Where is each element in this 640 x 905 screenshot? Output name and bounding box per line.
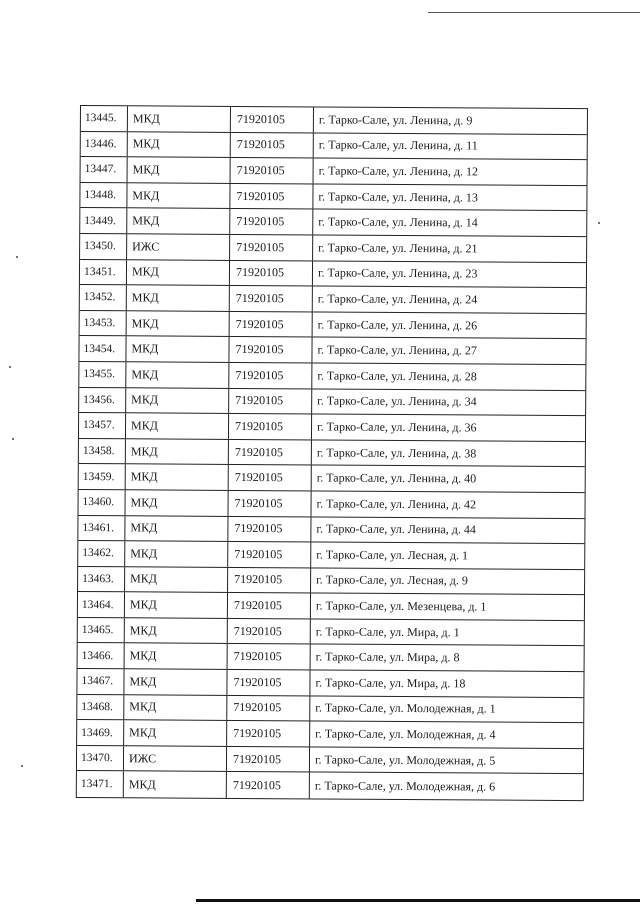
building-type: МКД bbox=[124, 772, 227, 798]
oktmo-code: 71920105 bbox=[227, 747, 310, 772]
building-type: МКД bbox=[126, 465, 229, 490]
oktmo-code: 71920105 bbox=[229, 414, 312, 439]
row-number: 13445. bbox=[81, 106, 128, 131]
row-number: 13450. bbox=[80, 234, 127, 259]
address: г. Тарко-Сале, ул. Ленина, д. 36 bbox=[316, 419, 477, 435]
row-number: 13448. bbox=[80, 183, 127, 208]
building-type: МКД bbox=[125, 567, 228, 592]
row-number: 13464. bbox=[78, 592, 125, 617]
address: г. Тарко-Сале, ул. Молодежная, д. 1 bbox=[315, 700, 496, 717]
building-type: МКД bbox=[125, 644, 228, 669]
oktmo-code: 71920105 bbox=[231, 133, 314, 158]
table-row bbox=[80, 208, 586, 237]
row-number: 13465. bbox=[78, 618, 125, 643]
oktmo-code: 71920105 bbox=[229, 363, 312, 388]
address: г. Тарко-Сале, ул. Ленина, д. 23 bbox=[317, 265, 478, 281]
address: г. Тарко-Сале, ул. Лесная, д. 9 bbox=[316, 572, 468, 588]
address: г. Тарко-Сале, ул. Молодежная, д. 4 bbox=[315, 726, 496, 742]
table-row bbox=[78, 643, 584, 672]
oktmo-code: 71920105 bbox=[227, 670, 310, 695]
oktmo-code: 71920105 bbox=[228, 644, 311, 669]
table-row bbox=[77, 695, 583, 724]
address: г. Тарко-Сале, ул. Лесная, д. 1 bbox=[316, 547, 469, 563]
oktmo-code: 71920105 bbox=[230, 312, 313, 337]
row-number: 13449. bbox=[80, 208, 127, 233]
table-row bbox=[80, 285, 586, 314]
table-row bbox=[78, 618, 584, 647]
address: г. Тарко-Сале, ул. Ленина, д. 13 bbox=[318, 189, 478, 205]
table-row bbox=[79, 413, 585, 442]
oktmo-code: 71920105 bbox=[229, 440, 312, 465]
building-type: МКД bbox=[127, 209, 230, 234]
oktmo-code: 71920105 bbox=[230, 209, 313, 234]
row-number: 13459. bbox=[79, 464, 126, 489]
address: г. Тарко-Сале, ул. Ленина, д. 27 bbox=[317, 342, 477, 358]
building-type: МКД bbox=[125, 541, 228, 566]
address: г. Тарко-Сале, ул. Ленина, д. 9 bbox=[318, 112, 473, 128]
oktmo-code: 71920105 bbox=[228, 593, 311, 618]
address: г. Тарко-Сале, ул. Ленина, д. 12 bbox=[318, 163, 479, 179]
oktmo-code: 71920105 bbox=[229, 337, 312, 362]
oktmo-code: 71920105 bbox=[229, 388, 312, 413]
oktmo-code: 71920105 bbox=[228, 491, 311, 516]
building-type: ИЖС bbox=[124, 746, 227, 771]
building-type: МКД bbox=[126, 388, 229, 413]
table-row bbox=[79, 362, 585, 391]
address: г. Тарко-Сале, ул. Ленина, д. 24 bbox=[317, 291, 478, 307]
row-number: 13456. bbox=[79, 388, 126, 413]
table-row bbox=[77, 746, 583, 775]
table-row bbox=[78, 541, 584, 570]
building-type: МКД bbox=[125, 490, 228, 515]
address: г. Тарко-Сале, ул. Мира, д. 1 bbox=[315, 624, 460, 640]
scan-speck bbox=[9, 366, 11, 368]
row-number: 13469. bbox=[77, 720, 124, 745]
address: г. Тарко-Сале, ул. Мезенцева, д. 1 bbox=[315, 598, 487, 614]
table-row bbox=[79, 439, 585, 468]
building-type: МКД bbox=[127, 183, 230, 208]
scan-speck bbox=[21, 765, 23, 767]
row-number: 13462. bbox=[78, 541, 125, 566]
table-row bbox=[78, 567, 584, 596]
address: г. Тарко-Сале, ул. Молодежная, д. 6 bbox=[314, 778, 496, 794]
building-type: МКД bbox=[127, 285, 230, 310]
scan-speck bbox=[598, 222, 600, 224]
row-number: 13466. bbox=[78, 643, 125, 668]
address: г. Тарко-Сале, ул. Молодежная, д. 5 bbox=[314, 752, 496, 768]
row-number: 13468. bbox=[77, 695, 124, 720]
address: г. Тарко-Сале, ул. Ленина, д. 21 bbox=[318, 240, 478, 256]
table-row bbox=[80, 183, 586, 212]
building-type: МКД bbox=[126, 362, 229, 387]
oktmo-code: 71920105 bbox=[231, 158, 314, 183]
address: г. Тарко-Сале, ул. Мира, д. 8 bbox=[315, 649, 460, 665]
table-row bbox=[79, 464, 585, 493]
table-row bbox=[79, 336, 585, 365]
row-number: 13458. bbox=[79, 439, 126, 464]
building-type: МКД bbox=[128, 157, 231, 182]
address: г. Тарко-Сале, ул. Ленина, д. 42 bbox=[316, 496, 477, 512]
oktmo-code: 71920105 bbox=[228, 516, 311, 541]
table-row bbox=[81, 106, 587, 135]
row-number: 13446. bbox=[81, 132, 128, 157]
row-number: 13460. bbox=[78, 490, 125, 515]
building-type: МКД bbox=[126, 439, 229, 464]
row-number: 13463. bbox=[78, 567, 125, 592]
table-row bbox=[77, 720, 583, 749]
address-table bbox=[76, 105, 588, 801]
address: г. Тарко-Сале, ул. Ленина, д. 28 bbox=[317, 368, 477, 384]
address: г. Тарко-Сале, ул. Ленина, д. 14 bbox=[318, 214, 478, 230]
row-number: 13452. bbox=[80, 285, 127, 310]
building-type: МКД bbox=[124, 669, 227, 694]
oktmo-code: 71920105 bbox=[230, 184, 313, 209]
oktmo-code: 71920105 bbox=[227, 721, 310, 746]
address: г. Тарко-Сале, ул. Мира, д. 18 bbox=[315, 675, 466, 691]
building-type: МКД bbox=[127, 311, 230, 336]
table-row bbox=[80, 260, 586, 289]
scan-speck bbox=[16, 256, 18, 258]
building-type: МКД bbox=[124, 695, 227, 720]
table-row bbox=[81, 157, 587, 186]
building-type: МКД bbox=[125, 593, 228, 618]
table-row bbox=[80, 311, 586, 340]
building-type: МКД bbox=[126, 337, 229, 362]
oktmo-code: 71920105 bbox=[230, 235, 313, 260]
building-type: МКД bbox=[127, 260, 230, 285]
building-type: МКД bbox=[125, 516, 228, 541]
table-row bbox=[77, 669, 583, 698]
row-number: 13455. bbox=[79, 362, 126, 387]
address: г. Тарко-Сале, ул. Ленина, д. 11 bbox=[318, 137, 478, 153]
oktmo-code: 71920105 bbox=[227, 696, 310, 721]
table-row bbox=[78, 490, 584, 519]
address: г. Тарко-Сале, ул. Ленина, д. 40 bbox=[316, 470, 477, 486]
table-row bbox=[77, 771, 583, 800]
building-type: МКД bbox=[128, 106, 231, 131]
row-number: 13471. bbox=[77, 771, 124, 797]
oktmo-code: 71920105 bbox=[228, 568, 311, 593]
oktmo-code: 71920105 bbox=[228, 619, 311, 644]
row-number: 13467. bbox=[77, 669, 124, 694]
row-number: 13451. bbox=[80, 260, 127, 285]
table-row bbox=[78, 592, 584, 621]
building-type: МКД bbox=[124, 721, 227, 746]
address: г. Тарко-Сале, ул. Ленина, д. 34 bbox=[317, 393, 477, 409]
oktmo-code: 71920105 bbox=[228, 542, 311, 567]
oktmo-code: 71920105 bbox=[227, 772, 310, 798]
table-row bbox=[81, 132, 587, 161]
scan-speck bbox=[12, 438, 14, 440]
building-type: МКД bbox=[125, 618, 228, 643]
table-row bbox=[80, 234, 586, 263]
building-type: ИЖС bbox=[127, 234, 230, 259]
address: г. Тарко-Сале, ул. Ленина, д. 38 bbox=[316, 444, 477, 460]
bottom-scan-line bbox=[196, 899, 640, 902]
top-scan-line bbox=[428, 12, 640, 13]
oktmo-code: 71920105 bbox=[230, 260, 313, 285]
table-row bbox=[78, 515, 584, 544]
row-number: 13447. bbox=[81, 157, 128, 182]
oktmo-code: 71920105 bbox=[230, 286, 313, 311]
oktmo-code: 71920105 bbox=[229, 465, 312, 490]
oktmo-code: 71920105 bbox=[231, 107, 314, 132]
address: г. Тарко-Сале, ул. Ленина, д. 44 bbox=[316, 521, 476, 537]
row-number: 13457. bbox=[79, 413, 126, 438]
row-number: 13470. bbox=[77, 746, 124, 771]
row-number: 13461. bbox=[78, 515, 125, 540]
address: г. Тарко-Сале, ул. Ленина, д. 26 bbox=[317, 317, 478, 332]
building-type: МКД bbox=[126, 413, 229, 438]
row-number: 13453. bbox=[80, 311, 127, 336]
building-type: МКД bbox=[128, 132, 231, 157]
row-number: 13454. bbox=[79, 336, 126, 361]
table-row bbox=[79, 388, 585, 417]
